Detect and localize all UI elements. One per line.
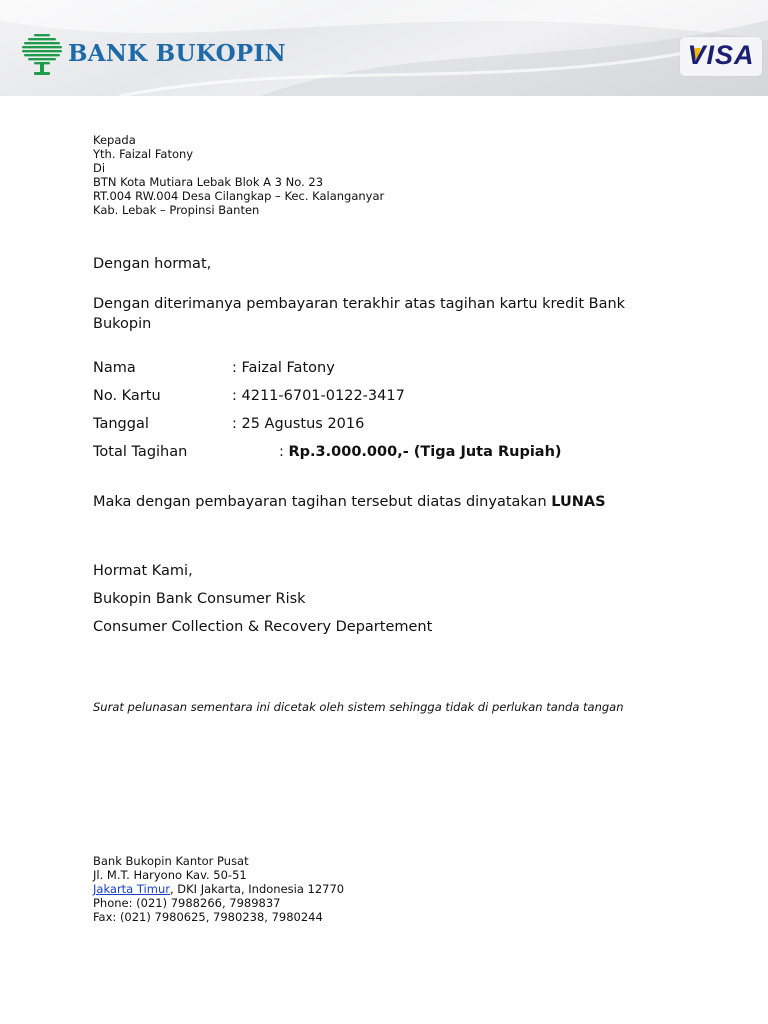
name-label: Nama: [93, 360, 136, 376]
system-generated-note: Surat pelunasan sementara ini dicetak oleh sistem sehingga tidak di perlukan tanda tangan: [93, 700, 624, 714]
recipient-address: [93, 133, 384, 217]
recipient-address-line-2: RT.004 RW.004 Desa Cilangkap – Kec. Kalanganyar: [93, 189, 385, 203]
recipient-address-line-1: BTN Kota Mutiara Lebak Blok A 3 No. 23: [93, 175, 324, 189]
date-value: : 25 Agustus 2016: [232, 416, 365, 432]
footer-office: Bank Bukopin Kantor Pusat: [93, 854, 249, 868]
letterhead-banner: [0, 0, 768, 96]
footer-fax: Fax: (021) 7980625, 7980238, 7980244: [93, 910, 323, 924]
city-link[interactable]: Jakarta Timur: [93, 882, 170, 896]
name-value: : Faizal Fatony: [232, 360, 335, 376]
department-line-2: Consumer Collection & Recovery Departement: [93, 619, 433, 635]
closing-phrase: Hormat Kami,: [93, 563, 193, 579]
intro-paragraph: Dengan diterimanya pembayaran terakhir atas tagihan kartu kredit Bank Bukopin: [93, 296, 626, 332]
bank-name-logotype: BANK BUKOPIN: [68, 40, 286, 67]
recipient-di: Di: [93, 161, 106, 175]
date-label: Tanggal: [93, 416, 149, 432]
recipient-salutation: Kepada: [93, 133, 136, 147]
lunas-status: LUNAS: [551, 494, 606, 510]
footer-street: Jl. M.T. Haryono Kav. 50-51: [93, 868, 247, 882]
card-number-label: No. Kartu: [93, 388, 161, 404]
total-amount: Rp.3.000.000,- (Tiga Juta Rupiah): [288, 444, 562, 460]
recipient-address-line-3: Kab. Lebak – Propinsi Banten: [93, 203, 260, 217]
footer-phone: Phone: (021) 7988266, 7989837: [93, 896, 281, 910]
department-line-1: Bukopin Bank Consumer Risk: [93, 591, 306, 607]
card-number-value: : 4211-6701-0122-3417: [232, 388, 405, 404]
footer-address: [93, 854, 344, 924]
greeting: Dengan hormat,: [93, 256, 212, 272]
visa-wordmark: VISA: [687, 40, 755, 70]
footer-city: [93, 882, 344, 896]
bukopin-logo-icon: [22, 33, 62, 75]
conclusion-sentence: [93, 492, 606, 512]
total-value-line: [279, 444, 562, 460]
footer-city-rest: , DKI Jakarta, Indonesia 12770: [169, 882, 345, 896]
total-colon: :: [279, 444, 289, 460]
recipient-name: Yth. Faizal Fatony: [93, 147, 194, 161]
conclusion-text: Maka dengan pembayaran tagihan tersebut diatas dinyatakan: [93, 494, 552, 510]
visa-logo: [680, 37, 762, 76]
total-label: Total Tagihan: [93, 444, 188, 460]
